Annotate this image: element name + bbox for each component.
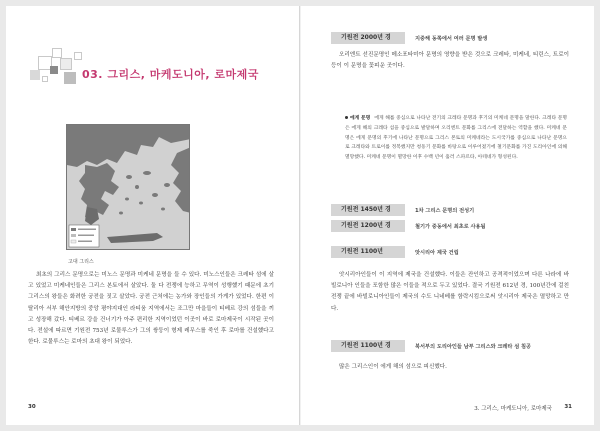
timeline-event bbox=[331, 246, 459, 258]
timeline-event bbox=[331, 32, 487, 44]
event-text: 철기가 중동에서 최초로 사용됨 bbox=[415, 223, 486, 230]
chapter-title: 03. 그리스, 마케도니아, 로마제국 bbox=[82, 68, 259, 81]
map-caption: 고대 그리스 bbox=[68, 259, 94, 265]
timeline-event bbox=[331, 220, 486, 232]
event-text: 북서부의 도리아인들 남부 그리스와 크레타 섬 침공 bbox=[415, 343, 532, 350]
chapter-decoration bbox=[30, 48, 90, 88]
aegean-civilization-note bbox=[345, 114, 567, 163]
right-page bbox=[300, 6, 594, 425]
running-head: 3. 그리스, 마케도니아, 로마제국 bbox=[474, 406, 552, 412]
era-badge: 기원전 1100년 bbox=[331, 246, 405, 258]
era-badge: 기원전 1200년 경 bbox=[331, 220, 405, 232]
timeline-event bbox=[331, 340, 531, 352]
bullet-icon bbox=[345, 116, 348, 119]
note-text: 에게 해를 중심으로 나타난 전기의 크레타 문명과 후기의 미케네 문명을 말한다. 크레타 문명은 에게 해의 크레타 섬을 중심으로 발달하며 오리엔트 문화를 그리스에 전달하는 역할을 했다. 미케네 문명은 에게 문명의 후기에 나타난 문명으로 그리스 본토의 미케네라는 도시국가를 중심으로 나타난 문명으로 크레타와 트로이를 정복했지만 청동기 문화를 바탕으로 이루어졌기에 철기문화를 가진 도리아인에 의해 멸망했다. 미케네 문명이 멸망한 이후 수백 년이 흘러 스파르타, 아테네가 형성된다. bbox=[345, 116, 567, 161]
event-text: 앗시리아 제국 건립 bbox=[415, 249, 459, 256]
map-ancient-greece bbox=[66, 124, 190, 250]
paragraph-mesopotamia: 오리엔트 선진문명인 메소포타미아 문명의 영향을 받은 것으로 크레타, 미케네, 티린스, 트로이 등이 이 문명을 꽃피운 곳이다. bbox=[331, 52, 569, 70]
left-body-text: 최초의 그리스 문명으로는 미노스 문명과 미케네 문명을 들 수 있다. 미노스인들은 크레타 섬에 살고 있었고 미케네인들은 그리스 본토에서 살았다. 둘 다 전쟁에 능하고 무역이 성행했기 때문에 초기 그리스의 왕들은 화려한 궁전을 짓고 살았다. 궁전 근처에는 농가와 장인들의 가게가 있었다. 한편 이탈리아 서부 해안지방의 중앙 평야지대인 라티움 지역에서는 조그만 마을들이 티베르 강의 섬들을 끼고 성장해 갔다. 티베르 강을 건너기가 아주 편리한 지역이었던 이곳이 바로 로마제국이 시작된 곳이다. 전설에 따르면 기원전 753년 로물루스가 그의 쌍둥이 형제 레무스를 죽인 후 로마를 건설했다고 한다. 로물루스는 로마의 초대 왕이 되었다. bbox=[28, 272, 274, 346]
paragraph-assyria: 앗시리아인들이 이 지역에 제국을 건설했다. 이들은 잔인하고 공격적이었으며 다른 나라에 바빌로니아 인들을 포함한 많은 이들을 적으로 두고 있었다. 결국 기원전 612년 경, 100년간에 걸친 전쟁 끝에 바빌로니아인들이 제국의 수도 니네베를 함락시킴으로써 앗시리아 제국은 멸망하고 만다. bbox=[331, 272, 569, 312]
era-badge: 기원전 2000년 경 bbox=[331, 32, 405, 44]
timeline-event bbox=[331, 204, 474, 216]
page-number-right: 31 bbox=[564, 404, 572, 410]
event-text: 1차 그리스 문명의 전성기 bbox=[415, 207, 475, 214]
era-badge: 기원전 1100년 경 bbox=[331, 340, 405, 352]
event-text: 지중해 동쪽에서 여러 문명 발생 bbox=[415, 35, 488, 42]
note-label: 에게 문명 bbox=[350, 116, 371, 121]
book-spread bbox=[6, 6, 594, 425]
page-number-left: 30 bbox=[28, 404, 36, 410]
left-page bbox=[6, 6, 300, 425]
paragraph-greeks-flee: 많은 그리스인이 에게 해의 섬으로 피신했다. bbox=[339, 364, 447, 370]
era-badge: 기원전 1450년 경 bbox=[331, 204, 405, 216]
